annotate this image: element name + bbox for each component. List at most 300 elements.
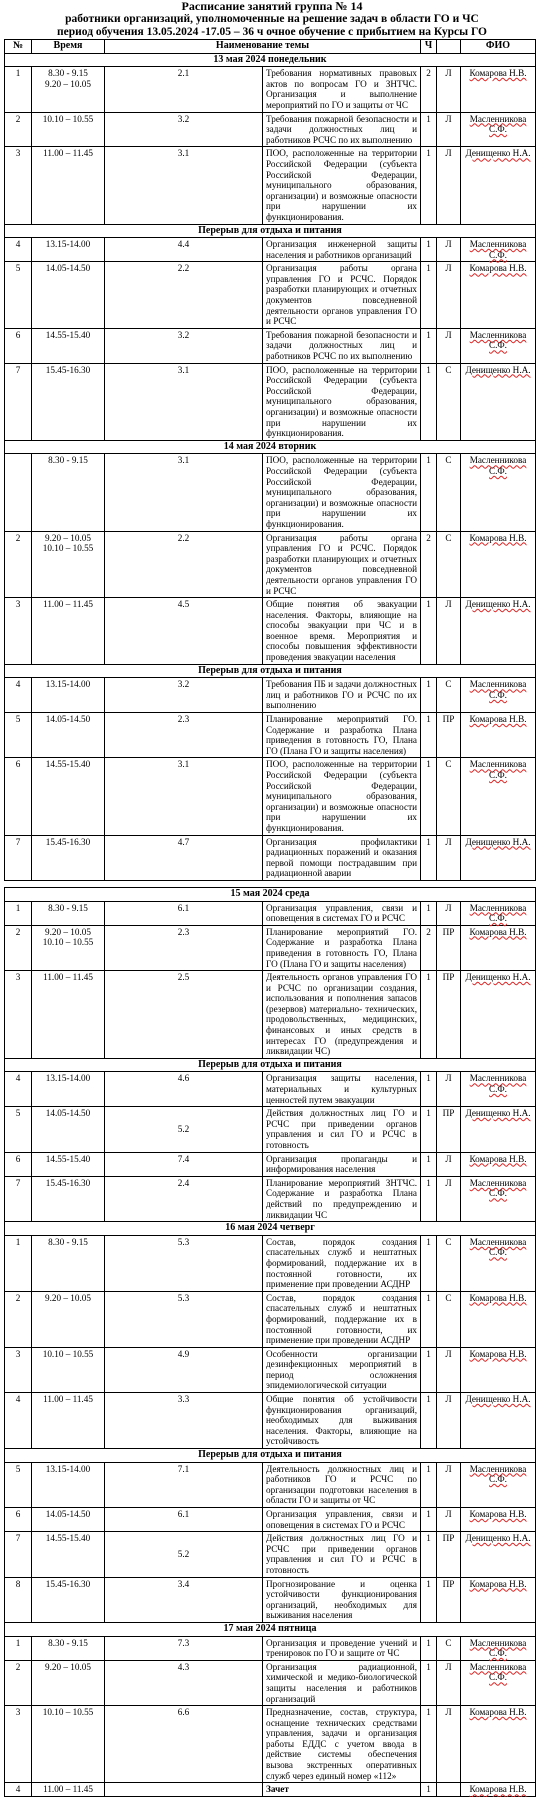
teacher-name: Комарова Н.В. xyxy=(469,1707,527,1718)
table-row xyxy=(5,598,536,665)
teacher-name: Денищенко Н.А. xyxy=(465,972,531,983)
topic-code: 3.1 xyxy=(105,758,263,835)
topic-name: Действия должностных лиц ГО и РСЧС при приведении органов управления и сил ГО и РСЧС в готовность xyxy=(263,1107,421,1152)
lesson-number: 7 xyxy=(5,363,32,440)
lesson-time: 9.20 – 10.05 10.10 – 10.55 xyxy=(32,925,105,970)
lesson-number: 1 xyxy=(5,1636,32,1660)
lesson-type: Л xyxy=(437,238,461,262)
lesson-time: 10.10 – 10.55 xyxy=(32,1706,105,1783)
topic-code: 6.6 xyxy=(105,1706,263,1783)
teacher-cell xyxy=(461,1107,536,1152)
topic-name: Организация инженерной защиты населения и работников организаций xyxy=(263,238,421,262)
lesson-type xyxy=(437,1783,461,1797)
teacher-name: Масленникова С.Ф. xyxy=(469,902,527,924)
lesson-type: С xyxy=(437,1291,461,1347)
lesson-number: 3 xyxy=(5,1706,32,1783)
lesson-type: Л xyxy=(437,1508,461,1532)
topic-name: Организация и проведение учений и тренировок по ГО и защите от ЧС xyxy=(263,1636,421,1660)
day-title: 15 мая 2024 среда xyxy=(5,887,536,901)
table-row xyxy=(5,835,536,880)
page-gap-cell xyxy=(5,880,536,887)
lesson-time: 14.05-14.50 xyxy=(32,1508,105,1532)
lesson-type: ПР xyxy=(437,925,461,970)
table-row xyxy=(5,713,536,758)
topic-name: Действия должностных лиц ГО и РСЧС при приведении органов управления и сил ГО и РСЧС в готовность xyxy=(263,1532,421,1577)
teacher-cell xyxy=(461,971,536,1059)
teacher-cell xyxy=(461,758,536,835)
schedule-body xyxy=(5,53,536,1796)
teacher-name: Комарова Н.В. xyxy=(469,1509,527,1519)
topic-name: Организация профилактики радиационных поражений и оказания первой помощи пострадавшим при радиационной аварии xyxy=(263,835,421,880)
table-row xyxy=(5,112,536,147)
col-hours-header: Ч xyxy=(421,40,437,54)
study-period: период обучения 13.05.2024 -17.05 – 36 ч очное обучение с прибытием на Курсы ГО xyxy=(57,26,487,38)
lesson-time: 13.15-14.00 xyxy=(32,1072,105,1107)
teacher-cell xyxy=(461,1072,536,1107)
topic-name: Организация управления, связи и оповещения в системах ГО и РСЧС xyxy=(263,901,421,925)
lesson-time: 8.30 - 9.15 xyxy=(32,454,105,531)
lesson-number: 3 xyxy=(5,1347,32,1392)
lesson-number: 8 xyxy=(5,1577,32,1622)
table-row xyxy=(5,1706,536,1783)
table-row xyxy=(5,1152,536,1176)
document-title: Расписание занятий группа № 14 xyxy=(181,0,363,13)
lesson-time: 13.15-14.00 xyxy=(32,238,105,262)
teacher-cell xyxy=(461,1393,536,1449)
topic-code: 6.1 xyxy=(105,901,263,925)
day-title: 14 мая 2024 вторник xyxy=(5,440,536,454)
lesson-type: ПР xyxy=(437,1107,461,1152)
hours-count: 1 xyxy=(421,971,437,1059)
lesson-number: 4 xyxy=(5,1072,32,1107)
lesson-time: 15.45-16.30 xyxy=(32,1176,105,1221)
lesson-number: 6 xyxy=(5,758,32,835)
hours-count: 1 xyxy=(421,1393,437,1449)
table-row xyxy=(5,238,536,262)
day-title: 17 мая 2024 пятница xyxy=(5,1622,536,1636)
topic-code: 2.5 xyxy=(105,971,263,1059)
lesson-time: 10.10 – 10.55 xyxy=(32,1347,105,1392)
hours-count: 1 xyxy=(421,1636,437,1660)
lesson-type: ПР xyxy=(437,1577,461,1622)
topic-code: 3.3 xyxy=(105,1393,263,1449)
teacher-cell xyxy=(461,1577,536,1622)
topic-code: 3.1 xyxy=(105,363,263,440)
hours-count: 1 xyxy=(421,1783,437,1797)
teacher-name: Масленникова С.Ф. xyxy=(469,759,527,780)
topic-name: Организация защиты населения, материальных и культурных ценностей путем эвакуации xyxy=(263,1072,421,1107)
topic-code: 6.1 xyxy=(105,1508,263,1532)
hours-count: 1 xyxy=(421,328,437,363)
topic-code: 4.4 xyxy=(105,238,263,262)
teacher-name: Масленникова С.Ф. xyxy=(469,329,527,351)
topic-name: Организация работы органа управления ГО и РСЧС. Порядок разработки планирующих и отчетных документов повседневной деятельности органов управления ГО и РСЧС xyxy=(263,531,421,598)
teacher-cell xyxy=(461,238,536,262)
table-row xyxy=(5,1393,536,1449)
teacher-name: Денищенко Н.А. xyxy=(465,1108,531,1119)
lesson-number: 3 xyxy=(5,147,32,224)
topic-name: Требования пожарной безопасности и задачи должностных лиц и работников РСЧС по их выполнению xyxy=(263,112,421,147)
table-row xyxy=(5,1291,536,1347)
break-row xyxy=(5,1058,536,1072)
table-row xyxy=(5,363,536,440)
lesson-time: 9.20 – 10.05 xyxy=(32,1660,105,1705)
lesson-type: Л xyxy=(437,1072,461,1107)
lesson-number: 5 xyxy=(5,262,32,329)
lesson-type: Л xyxy=(437,112,461,147)
lesson-time: 14.55-15.40 xyxy=(32,1152,105,1176)
teacher-name: Комарова Н.В. xyxy=(469,1348,527,1359)
lesson-number: 6 xyxy=(5,328,32,363)
lesson-number: 1 xyxy=(5,67,32,112)
topic-name: Организация управления, связи и оповещения в системах ГО и РСЧС xyxy=(263,1508,421,1532)
hours-count: 1 xyxy=(421,713,437,758)
teacher-cell xyxy=(461,328,536,363)
hours-count: 2 xyxy=(421,531,437,598)
lesson-time: 14.55-15.40 xyxy=(32,1532,105,1577)
day-header-row xyxy=(5,887,536,901)
hours-count: 1 xyxy=(421,1706,437,1783)
lesson-time: 14.05-14.50 xyxy=(32,713,105,758)
table-row xyxy=(5,678,536,713)
teacher-name: Масленникова С.Ф. xyxy=(469,1073,527,1095)
hours-count: 1 xyxy=(421,1152,437,1176)
lesson-type: С xyxy=(437,758,461,835)
topic-name: Прогнозирование и оценка устойчивости функционирования организаций, необходимых для выживания населения xyxy=(263,1577,421,1622)
lesson-time: 8.30 - 9.15 xyxy=(32,1636,105,1660)
teacher-name: Масленникова С.Ф. xyxy=(469,455,527,476)
topic-name: Организация радиационной, химической и медико-биологической защиты населения и работников организаций xyxy=(263,1660,421,1705)
day-title: 13 мая 2024 понедельник xyxy=(5,53,536,67)
topic-code: 5.2 xyxy=(105,1107,263,1152)
teacher-name: Масленникова С.Ф. xyxy=(469,1177,527,1199)
hours-count: 1 xyxy=(421,147,437,224)
page-gap xyxy=(5,880,536,887)
topic-name: Требования пожарной безопасности и задачи должностных лиц и работников РСЧС по их выполнению xyxy=(263,328,421,363)
lesson-type: ПР xyxy=(437,713,461,758)
lesson-number: 1 xyxy=(5,1235,32,1291)
lesson-time: 11.00 – 11.45 xyxy=(32,1783,105,1797)
topic-code: 4.9 xyxy=(105,1347,263,1392)
document-header xyxy=(4,0,540,39)
topic-code: 4.6 xyxy=(105,1072,263,1107)
lesson-type: Л xyxy=(437,262,461,329)
teacher-cell xyxy=(461,1636,536,1660)
hours-count: 1 xyxy=(421,1347,437,1392)
teacher-cell xyxy=(461,1152,536,1176)
table-row xyxy=(5,925,536,970)
lesson-type: С xyxy=(437,454,461,531)
table-row xyxy=(5,1462,536,1507)
table-row xyxy=(5,1347,536,1392)
teacher-name: Денищенко Н.А. xyxy=(465,364,531,375)
day-header-row xyxy=(5,1622,536,1636)
topic-name: Организация работы органа управления ГО и РСЧС. Порядок разработки планирующих и отчетных документов повседневной деятельности органов управления ГО и РСЧС xyxy=(263,262,421,329)
lesson-number: 4 xyxy=(5,678,32,713)
topic-code: 5.2 xyxy=(105,1532,263,1577)
topic-code: 2.2 xyxy=(105,531,263,598)
topic-name: Состав, порядок создания спасательных служб и нештатных формирований, поддержание их в постоянной готовности, их применение при проведении АСДНР xyxy=(263,1235,421,1291)
teacher-name: Масленникова С.Ф. xyxy=(469,679,527,700)
lesson-time: 14.55-15.40 xyxy=(32,328,105,363)
lesson-type: Л xyxy=(437,1462,461,1507)
teacher-name: Комарова Н.В. xyxy=(469,1578,527,1589)
teacher-cell xyxy=(461,531,536,598)
teacher-cell xyxy=(461,112,536,147)
lesson-time: 8.30 - 9.15 9.20 – 10.05 xyxy=(32,67,105,112)
topic-code: 7.1 xyxy=(105,1462,263,1507)
teacher-cell xyxy=(461,1347,536,1392)
teacher-cell xyxy=(461,901,536,925)
teacher-name: Комарова Н.В. xyxy=(469,714,527,725)
lesson-number: 2 xyxy=(5,112,32,147)
teacher-cell xyxy=(461,1176,536,1221)
topic-name: ПОО, расположенные на территории Российской Федерации (субъекта Российской Федерации, муниципального образования, организации) и возможные опасности при нарушении их функционирования. xyxy=(263,758,421,835)
break-row xyxy=(5,224,536,238)
topic-name: Организация пропаганды и информирования населения xyxy=(263,1152,421,1176)
topic-name: Зачет xyxy=(263,1783,421,1797)
topic-name: Планирование мероприятий ГО. Содержание и разработка Плана приведения в готовность ГО, Плана ГО (Плана ГО и защиты населения) xyxy=(263,925,421,970)
topic-code: 5.3 xyxy=(105,1235,263,1291)
topic-code: 3.1 xyxy=(105,147,263,224)
hours-count: 1 xyxy=(421,1235,437,1291)
lesson-type: Л xyxy=(437,1393,461,1449)
teacher-cell xyxy=(461,925,536,970)
lesson-number: 4 xyxy=(5,1783,32,1797)
table-row xyxy=(5,1636,536,1660)
table-row xyxy=(5,1660,536,1705)
col-type-header xyxy=(437,40,461,54)
teacher-cell xyxy=(461,454,536,531)
table-row xyxy=(5,454,536,531)
topic-name: Деятельность органов управления ГО и РСЧС по организации создания, использования и пополнения запасов (резервов) материально- технических, продовольственных, медицинских, финансовых и иных средств в интересах ГО (предупреждения и ликвидации ЧС) xyxy=(263,971,421,1059)
table-row xyxy=(5,1072,536,1107)
break-label: Перерыв для отдыха и питания xyxy=(5,1449,536,1463)
topic-name: Состав, порядок создания спасательных служб и нештатных формирований, поддержание их в постоянной готовности, их применение при проведении АСДНР xyxy=(263,1291,421,1347)
hours-count: 1 xyxy=(421,1660,437,1705)
lesson-type: С xyxy=(437,363,461,440)
schedule-table xyxy=(4,39,536,1797)
hours-count: 1 xyxy=(421,1508,437,1532)
teacher-cell xyxy=(461,262,536,329)
hours-count: 1 xyxy=(421,454,437,531)
day-header-row xyxy=(5,440,536,454)
hours-count: 1 xyxy=(421,1577,437,1622)
lesson-number: 5 xyxy=(5,1107,32,1152)
lesson-type: Л xyxy=(437,1176,461,1221)
teacher-name: Денищенко Н.А. xyxy=(465,1533,531,1544)
break-row xyxy=(5,1449,536,1463)
teacher-cell xyxy=(461,67,536,112)
topic-name: Требования ПБ и задачи должностных лиц и работников ГО и РСЧС по их выполнению xyxy=(263,678,421,713)
hours-count: 2 xyxy=(421,67,437,112)
lesson-number: 3 xyxy=(5,971,32,1059)
teacher-name: Денищенко Н.А. xyxy=(465,1394,531,1405)
topic-code: 2.4 xyxy=(105,1176,263,1221)
hours-count: 1 xyxy=(421,901,437,925)
teacher-cell xyxy=(461,598,536,665)
table-row xyxy=(5,328,536,363)
table-row xyxy=(5,262,536,329)
topic-code: 3.1 xyxy=(105,454,263,531)
hours-count: 1 xyxy=(421,1462,437,1507)
lesson-number: 1 xyxy=(5,901,32,925)
teacher-cell xyxy=(461,713,536,758)
hours-count: 1 xyxy=(421,758,437,835)
hours-count: 1 xyxy=(421,678,437,713)
topic-code: 5.3 xyxy=(105,1291,263,1347)
teacher-name: Комарова Н.В. xyxy=(469,68,527,79)
teacher-cell xyxy=(461,1291,536,1347)
topic-code: 2.3 xyxy=(105,713,263,758)
table-row xyxy=(5,531,536,598)
lesson-time: 9.20 – 10.05 xyxy=(32,1291,105,1347)
table-header-row xyxy=(5,40,536,54)
lesson-type: Л xyxy=(437,901,461,925)
teacher-cell xyxy=(461,1508,536,1532)
lesson-time: 8.30 - 9.15 xyxy=(32,901,105,925)
lesson-type: Л xyxy=(437,835,461,880)
teacher-cell xyxy=(461,1462,536,1507)
topic-code xyxy=(105,1783,263,1797)
topic-code: 4.5 xyxy=(105,598,263,665)
lesson-number: 2 xyxy=(5,925,32,970)
teacher-name: Комарова Н.В. xyxy=(469,1784,527,1795)
topic-name: ПОО, расположенные на территории Российской Федерации (субъекта Российской Федерации, муниципального образования, организации) и возможные опасности при нарушении их функционирования. xyxy=(263,363,421,440)
lesson-number: 2 xyxy=(5,1660,32,1705)
hours-count: 1 xyxy=(421,1176,437,1221)
topic-name: Деятельность должностных лиц и работников ГО и РСЧС по организации подготовки населения в области ГО и защиты от ЧС xyxy=(263,1462,421,1507)
col-number-header: № xyxy=(5,40,32,54)
topic-code: 3.4 xyxy=(105,1577,263,1622)
teacher-name: Масленникова С.Ф. xyxy=(469,1637,527,1659)
lesson-type: Л xyxy=(437,1152,461,1176)
topic-name: ПОО, расположенные на территории Российской Федерации (субъекта Российской Федерации, муниципального образования, организации) и возможные опасности при нарушении их функционирования. xyxy=(263,147,421,224)
teacher-cell xyxy=(461,363,536,440)
lesson-number: 5 xyxy=(5,713,32,758)
lesson-time: 11.00 – 11.45 xyxy=(32,598,105,665)
lesson-number: 5 xyxy=(5,1462,32,1507)
teacher-cell xyxy=(461,1235,536,1291)
topic-code: 2.3 xyxy=(105,925,263,970)
topic-code: 3.2 xyxy=(105,328,263,363)
lesson-type: ПР xyxy=(437,1532,461,1577)
lesson-time: 15.45-16.30 xyxy=(32,363,105,440)
document-subtitle: работники организаций, уполномоченные на решение задач в области ГО и ЧС xyxy=(65,13,479,25)
day-title: 16 мая 2024 четверг xyxy=(5,1222,536,1236)
table-row xyxy=(5,1235,536,1291)
topic-code: 4.7 xyxy=(105,835,263,880)
table-row xyxy=(5,1107,536,1152)
lesson-number: 4 xyxy=(5,238,32,262)
topic-name: Требования нормативных правовых актов по вопросам ГО и ЗНТЧС. Организация и выполнение мероприятий по ГО и защиты от ЧС xyxy=(263,67,421,112)
topic-code: 2.1 xyxy=(105,67,263,112)
break-label: Перерыв для отдыха и питания xyxy=(5,664,536,678)
topic-name: Общие понятия об эвакуации населения. Факторы, влияющие на способы эвакуации при ЧС и в военное время. Мероприятия и способы повышения эффективности проведения эвакуации населения xyxy=(263,598,421,665)
table-row xyxy=(5,147,536,224)
hours-count: 2 xyxy=(421,925,437,970)
topic-name: ПОО, расположенные на территории Российской Федерации (субъекта Российской Федерации, муниципального образования, организации) и возможные опасности при нарушении их функционирования. xyxy=(263,454,421,531)
teacher-cell xyxy=(461,835,536,880)
teacher-cell xyxy=(461,1706,536,1783)
lesson-type: Л xyxy=(437,1660,461,1705)
hours-count: 1 xyxy=(421,112,437,147)
lesson-time: 11.00 – 11.45 xyxy=(32,1393,105,1449)
day-header-row xyxy=(5,1222,536,1236)
break-label: Перерыв для отдыха и питания xyxy=(5,1058,536,1072)
teacher-cell xyxy=(461,1783,536,1797)
table-row xyxy=(5,971,536,1059)
col-teacher-header: ФИО xyxy=(461,40,536,54)
teacher-cell xyxy=(461,1532,536,1577)
lesson-type: С xyxy=(437,1636,461,1660)
topic-name: Планирование мероприятий ГО. Содержание и разработка Плана приведения в готовность ГО, Плана ГО (Плана ГО и защиты населения) xyxy=(263,713,421,758)
teacher-cell xyxy=(461,1660,536,1705)
topic-code: 2.2 xyxy=(105,262,263,329)
lesson-time: 11.00 – 11.45 xyxy=(32,147,105,224)
day-header-row xyxy=(5,53,536,67)
hours-count: 1 xyxy=(421,1072,437,1107)
lesson-number: 2 xyxy=(5,531,32,598)
lesson-type: ПР xyxy=(437,971,461,1059)
lesson-type: С xyxy=(437,1235,461,1291)
table-row xyxy=(5,1508,536,1532)
lesson-time: 15.45-16.30 xyxy=(32,1577,105,1622)
topic-name: Предназначение, состав, структура, оснащение технических средствами управления, задачи и организация работы ЕДДС с учетом ввода в действие системы обеспечения вызова экстренных оперативных служб через единый номер «112» xyxy=(263,1706,421,1783)
teacher-cell xyxy=(461,678,536,713)
topic-code: 3.2 xyxy=(105,678,263,713)
lesson-number xyxy=(5,454,32,531)
hours-count: 1 xyxy=(421,1532,437,1577)
table-row xyxy=(5,901,536,925)
lesson-number: 6 xyxy=(5,1152,32,1176)
lesson-number: 3 xyxy=(5,598,32,665)
hours-count: 1 xyxy=(421,262,437,329)
lesson-time: 9.20 – 10.05 10.10 – 10.55 xyxy=(32,531,105,598)
lesson-type: Л xyxy=(437,147,461,224)
teacher-name: Масленникова С.Ф. xyxy=(469,1463,527,1485)
table-row xyxy=(5,1176,536,1221)
topic-code: 7.4 xyxy=(105,1152,263,1176)
teacher-name: Комарова Н.В. xyxy=(469,926,527,937)
teacher-name: Комарова Н.В. xyxy=(469,532,527,543)
teacher-name: Масленникова С.Ф. xyxy=(469,1661,527,1683)
hours-count: 1 xyxy=(421,238,437,262)
lesson-type: С xyxy=(437,678,461,713)
lesson-time: 14.55-15.40 xyxy=(32,758,105,835)
col-topic-header: Наименование темы xyxy=(105,40,421,54)
teacher-name: Комарова Н.В. xyxy=(469,1292,527,1303)
lesson-number: 7 xyxy=(5,1532,32,1577)
lesson-number: 7 xyxy=(5,1176,32,1221)
lesson-time: 14.05-14.50 xyxy=(32,262,105,329)
lesson-type: Л xyxy=(437,598,461,665)
teacher-name: Комарова Н.В. xyxy=(469,1153,527,1164)
teacher-name: Денищенко Н.А. xyxy=(465,836,531,847)
teacher-name: Денищенко Н.А. xyxy=(465,599,531,610)
lesson-time: 8.30 - 9.15 xyxy=(32,1235,105,1291)
hours-count: 1 xyxy=(421,1291,437,1347)
table-row xyxy=(5,1577,536,1622)
teacher-cell xyxy=(461,147,536,224)
lesson-number: 7 xyxy=(5,835,32,880)
table-row xyxy=(5,758,536,835)
lesson-number: 6 xyxy=(5,1508,32,1532)
teacher-name: Масленникова С.Ф. xyxy=(469,113,527,135)
lesson-number: 2 xyxy=(5,1291,32,1347)
hours-count: 1 xyxy=(421,1107,437,1152)
table-row xyxy=(5,67,536,112)
